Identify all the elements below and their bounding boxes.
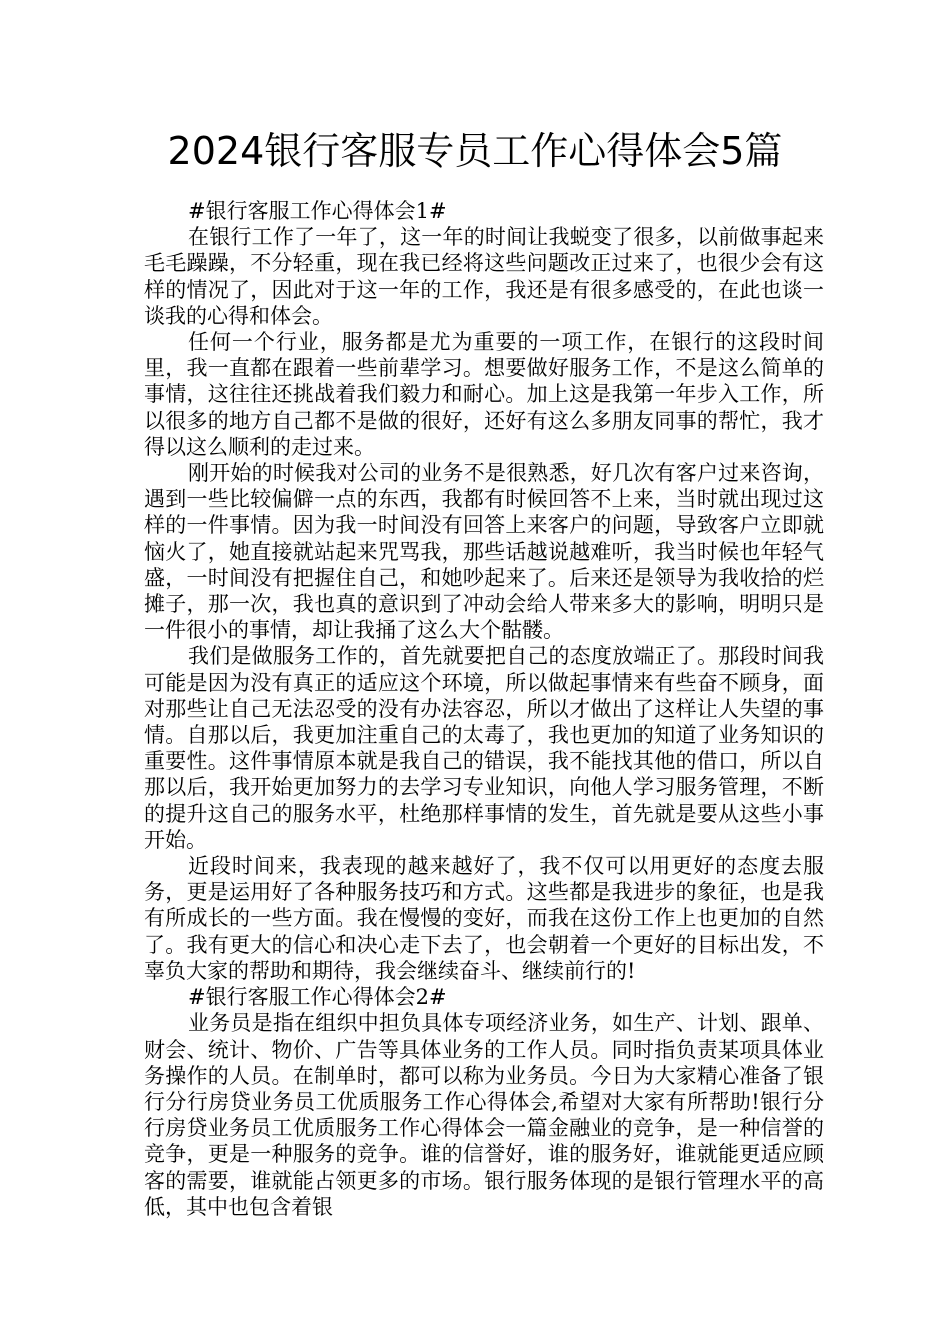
section-heading-2: #银行客服工作心得体会2#	[188, 985, 447, 1010]
paragraph: 任何一个行业，服务都是尤为重要的一项工作，在银行的这段时间里，我一直都在跟着一些前辈学习。想要做好服务工作，不是这么简单的事情，这往往还挑战着我们毅力和耐心。加上这是我第一年步入工作，所以很多的地方自己都不是做的很好，还好有这么多朋友同事的帮忙，我才得以这么顺利的走过来。	[144, 330, 824, 459]
section-heading-1: #银行客服工作心得体会1#	[188, 199, 447, 223]
document-body	[144, 198, 824, 1220]
paragraph: 在银行工作了一年了，这一年的时间让我蜕变了很多，以前做事起来毛毛躁躁，不分轻重，现在我已经将这些问题改正过来了，也很少会有这样的情况了，因此对于这一年的工作，我还是有很多感受的，在此也谈一谈我的心得和体会。	[144, 225, 824, 328]
paragraph: 近段时间来，我表现的越来越好了，我不仅可以用更好的态度去服务，更是运用好了各种服务技巧和方式。这些都是我进步的象征，也是我有所成长的一些方面。我在慢慢的变好，而我在这份工作上也更加的自然了。我有更大的信心和决心走下去了，也会朝着一个更好的目标出发，不辜负大家的帮助和期待，我会继续奋斗、继续前行的!	[144, 854, 824, 983]
paragraph: 刚开始的时候我对公司的业务不是很熟悉，好几次有客户过来咨询，遇到一些比较偏僻一点的东西，我都有时候回答不上来，当时就出现过这样的一件事情。因为我一时间没有回答上来客户的问题，导致客户立即就恼火了，她直接就站起来咒骂我，那些话越说越难听，我当时候也年轻气盛，一时间没有把握住自己，和她吵起来了。后来还是领导为我收拾的烂摊子，那一次，我也真的意识到了冲动会给人带来多大的影响，明明只是一件很小的事情，却让我捅了这么大个骷髅。	[144, 461, 824, 643]
document-title: 2024银行客服专员工作心得体会5篇	[167, 129, 783, 173]
paragraph: 我们是做服务工作的，首先就要把自己的态度放端正了。那段时间我可能是因为没有真正的适应这个环境，所以做起事情来有些奋不顾身，面对那些让自己无法忍受的没有办法容忍，所以才做出了这样让人失望的事情。自那以后，我更加注重自己的太毒了，我也更加的知道了业务知识的重要性。这件事情原本就是我自己的错误，我不能找其他的借口，所以自那以后，我开始更加努力的去学习专业知识，向他人学习服务管理，不断的提升这自己的服务水平，杜绝那样事情的发生，首先就是要从这些小事开始。	[144, 644, 824, 852]
paragraph: 业务员是指在组织中担负具体专项经济业务，如生产、计划、跟单、财会、统计、物价、广告等具体业务的工作人员。同时指负责某项具体业务操作的人员。在制单时，都可以称为业务员。今日为大家精心准备了银行分行房贷业务员工优质服务工作心得体会,希望对大家有所帮助!银行分行房贷业务员工优质服务工作心得体会一篇金融业的竞争，是一种信誉的竞争，更是一种服务的竞争。谁的信誉好，谁的服务好，谁就能更适应顾客的需要，谁就能占领更多的市场。银行服务体现的是银行管理水平的高低，其中也包含着银	[144, 1011, 824, 1219]
